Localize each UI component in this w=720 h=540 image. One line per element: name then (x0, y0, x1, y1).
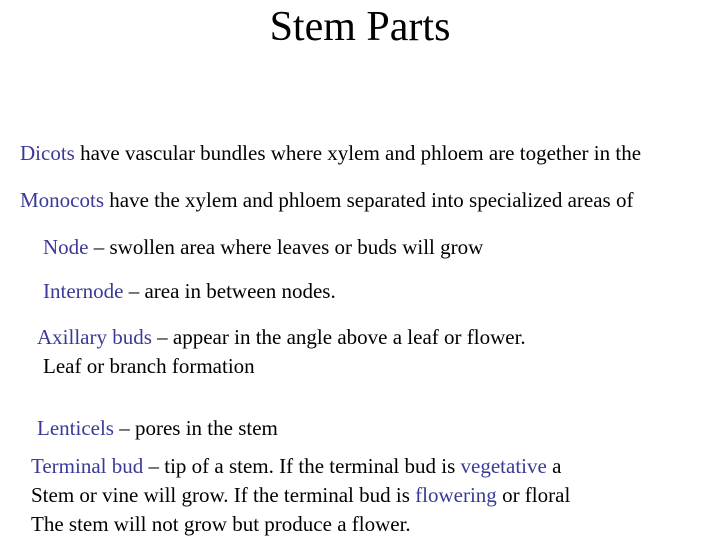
node-text: – swollen area where leaves or buds will grow (88, 235, 484, 259)
flowering-term: flowering (415, 483, 497, 507)
terminal-line-2 (31, 481, 570, 509)
dicots-line (20, 139, 641, 167)
lenticels-term: Lenticels (37, 416, 114, 440)
lenticels-text: – pores in the stem (113, 416, 278, 440)
monocots-text: have the xylem and phloem separated into specialized areas of (104, 188, 634, 212)
terminal-term: Terminal bud (31, 454, 144, 478)
terminal-text-2a: Stem or vine will grow. If the terminal bud is (31, 483, 416, 507)
terminal-text-1: – tip of a stem. If the terminal bud is (143, 454, 461, 478)
monocots-line (20, 186, 633, 214)
internode-text: – area in between nodes. (123, 279, 336, 303)
internode-line (43, 277, 336, 305)
slide-title: Stem Parts (269, 4, 451, 50)
terminal-line-3: The stem will not grow but produce a flower. (31, 512, 411, 536)
dicots-term: Dicots (20, 141, 75, 165)
axillary-line (37, 323, 526, 351)
lenticels-line (37, 414, 278, 442)
dicots-text: have vascular bundles where xylem and phloem are together in the (74, 141, 642, 165)
terminal-line-1 (31, 452, 561, 480)
node-term: Node (43, 235, 89, 259)
internode-term: Internode (43, 279, 124, 303)
terminal-text-2b: or floral (496, 483, 571, 507)
axillary-line-2: Leaf or branch formation (43, 354, 255, 378)
vegetative-term: vegetative (460, 454, 547, 478)
node-line (43, 233, 483, 261)
terminal-text-1b: a (546, 454, 562, 478)
axillary-term: Axillary buds (37, 325, 152, 349)
monocots-term: Monocots (20, 188, 104, 212)
axillary-text: – appear in the angle above a leaf or flower. (151, 325, 526, 349)
